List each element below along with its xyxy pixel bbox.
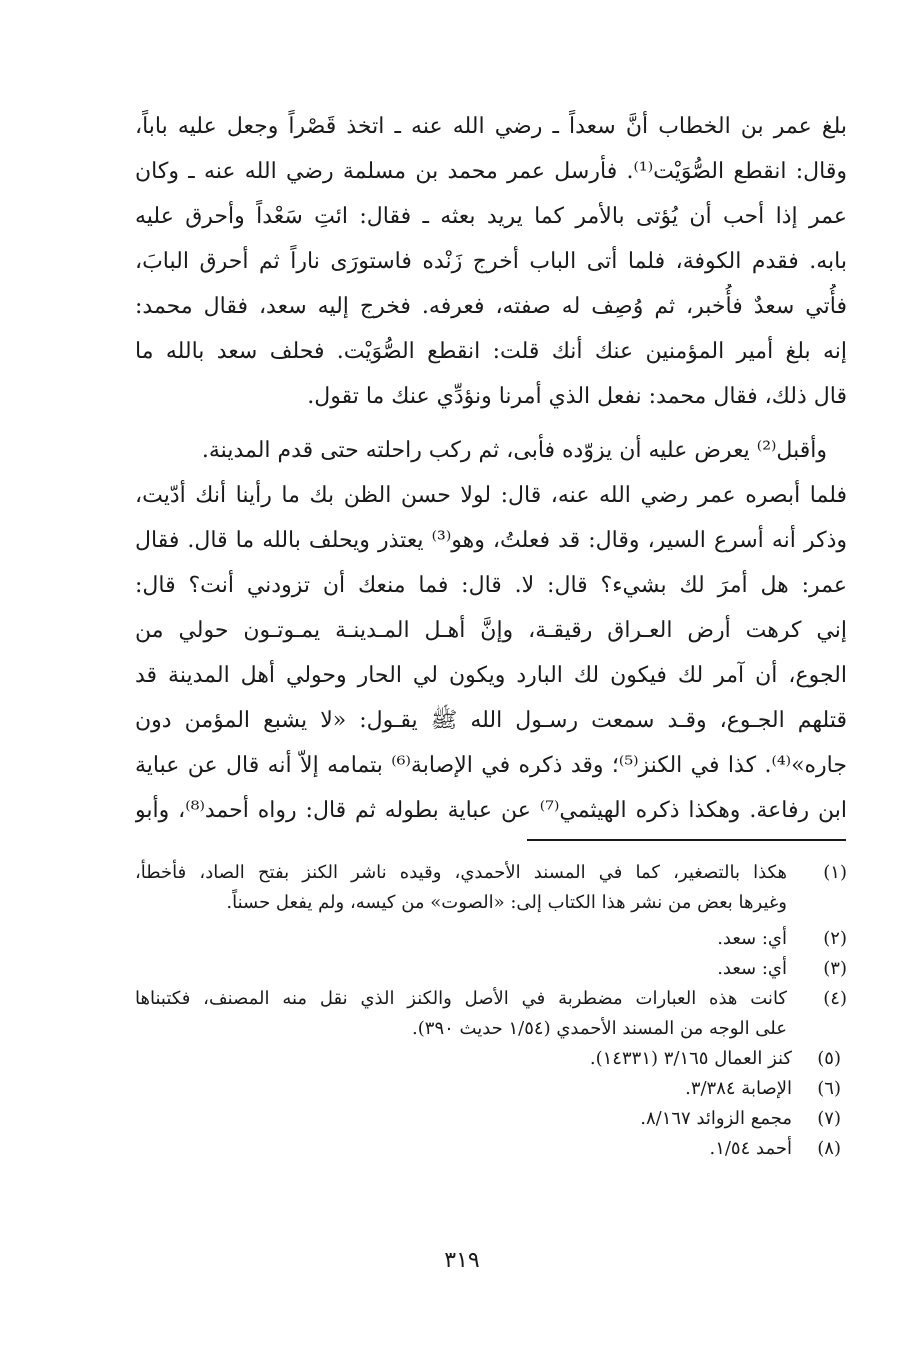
footnote-line: وغيرها بعض من نشر هذا الكتاب إلى: «الصوت» من كيسه، ولم يفعل حسناً. bbox=[226, 892, 787, 913]
footnote-line: أي: سعد. bbox=[717, 928, 787, 949]
text-line: جاره»⁽⁴⁾. كذا في الكنز⁽⁵⁾؛ وقد ذكره في الإصابة⁽⁶⁾ بتمامه إلاّ أنه قال عن عباية bbox=[135, 753, 847, 778]
main-paragraph-1 bbox=[135, 104, 847, 419]
footnote-number: (٢) bbox=[823, 928, 847, 949]
text-line: الجوع، أن آمر لك فيكون لك البارد ويكون لي الحار وحولي أهل المدينة قد bbox=[135, 663, 847, 688]
footnote-number: (٨) bbox=[817, 1138, 841, 1159]
text-line: بلغ عمر بن الخطاب أنَّ سعداً ـ رضي الله عنه ـ اتخذ قَصْراً وجعل عليه باباً، bbox=[135, 114, 847, 139]
footnote-line: الإصابة ٣/٣٨٤. bbox=[685, 1078, 792, 1099]
footnote-number: (١) bbox=[823, 862, 847, 883]
text-line: قتلهم الجـوع، وقـد سمعت رسـول الله ﷺ يقـول: «لا يشبع المؤمن دون bbox=[135, 708, 847, 733]
main-paragraph-2 bbox=[135, 428, 847, 833]
footnotes bbox=[135, 858, 847, 1164]
footnote-line: على الوجه من المسند الأحمدي (١/٥٤ حديث ٣٩٠). bbox=[412, 1018, 787, 1039]
footnote-3 bbox=[135, 954, 847, 984]
footnote-7 bbox=[135, 1104, 847, 1134]
footnote-6 bbox=[135, 1074, 847, 1104]
footnote-separator bbox=[527, 839, 846, 841]
footnote-2 bbox=[135, 924, 847, 954]
text-line: قال ذلك، فقال محمد: نفعل الذي أمرنا ونؤدِّي عنك ما تقول. bbox=[307, 384, 847, 409]
footnote-4 bbox=[135, 984, 847, 1044]
footnote-number: (٥) bbox=[817, 1048, 841, 1069]
text-line: وقال: انقطع الصُّوَيْت⁽¹⁾. فأرسل عمر محمد بن مسلمة رضي الله عنه ـ وكان bbox=[135, 159, 847, 184]
footnote-line: كنز العمال ٣/١٦٥ (١٤٣٣١). bbox=[589, 1048, 792, 1069]
footnote-line: هكذا بالتصغير، كما في المسند الأحمدي، وقيده ناشر الكنز بفتح الصاد، فأخطأ، bbox=[135, 862, 787, 883]
footnote-number: (٦) bbox=[817, 1078, 841, 1099]
footnote-1 bbox=[135, 858, 847, 918]
footnote-line: أحمد ١/٥٤. bbox=[709, 1138, 792, 1159]
text-line: إني كرهت أرض العـراق رقيقـة، وإنَّ أهـل المـدينـة يمـوتـون حولي من bbox=[135, 618, 847, 643]
text-line: وذكر أنه أسرع السير، وقال: قد فعلتُ، وهو⁽³⁾ يعتذر ويحلف بالله ما قال. فقال bbox=[135, 528, 847, 553]
text-line: عمر: هل أمرَ لك بشيء؟ قال: لا. قال: فما منعك أن تزودني أنت؟ قال: bbox=[135, 573, 847, 598]
footnote-line: أي: سعد. bbox=[717, 958, 787, 979]
text-line: فلما أبصره عمر رضي الله عنه، قال: لولا حسن الظن بك ما رأينا أنك أدّيت، bbox=[135, 483, 847, 508]
text-line: بابه. فقدم الكوفة، فلما أتى الباب أخرج زَنْده فاستورَى ناراً ثم أحرق البابَ، bbox=[135, 249, 847, 274]
footnote-number: (٧) bbox=[817, 1108, 841, 1129]
text-line: عمر إذا أحب أن يُؤتى بالأمر كما يريد بعثه ـ فقال: ائتِ سَعْداً وأحرق عليه bbox=[135, 204, 847, 229]
footnote-number: (٣) bbox=[823, 958, 847, 979]
text-line: ابن رفاعة. وهكذا ذكره الهيثمي⁽⁷⁾ عن عباية بطوله ثم قال: رواه أحمد⁽⁸⁾، وأبو bbox=[135, 798, 847, 823]
text-line: وأقبل⁽²⁾ يعرض عليه أن يزوّده فأبى، ثم ركب راحلته حتى قدم المدينة. bbox=[201, 438, 827, 463]
page-number: ٣١٩ bbox=[444, 1248, 480, 1273]
footnote-8 bbox=[135, 1134, 847, 1164]
text-line: إنه بلغ أمير المؤمنين عنك أنك قلت: انقطع الصُّوَيْت. فحلف سعد بالله ما bbox=[135, 339, 847, 364]
footnote-5 bbox=[135, 1044, 847, 1074]
text-line: فأُتي سعدٌ فأُخبر، ثم وُصِف له صفته، فعرفه. فخرج إليه سعد، فقال محمد: bbox=[135, 294, 847, 319]
footnote-line: مجمع الزوائد ٨/١٦٧. bbox=[640, 1108, 792, 1129]
footnote-number: (٤) bbox=[823, 988, 847, 1009]
footnote-line: كانت هذه العبارات مضطربة في الأصل والكنز الذي نقل منه المصنف، فكتبناها bbox=[135, 988, 787, 1009]
